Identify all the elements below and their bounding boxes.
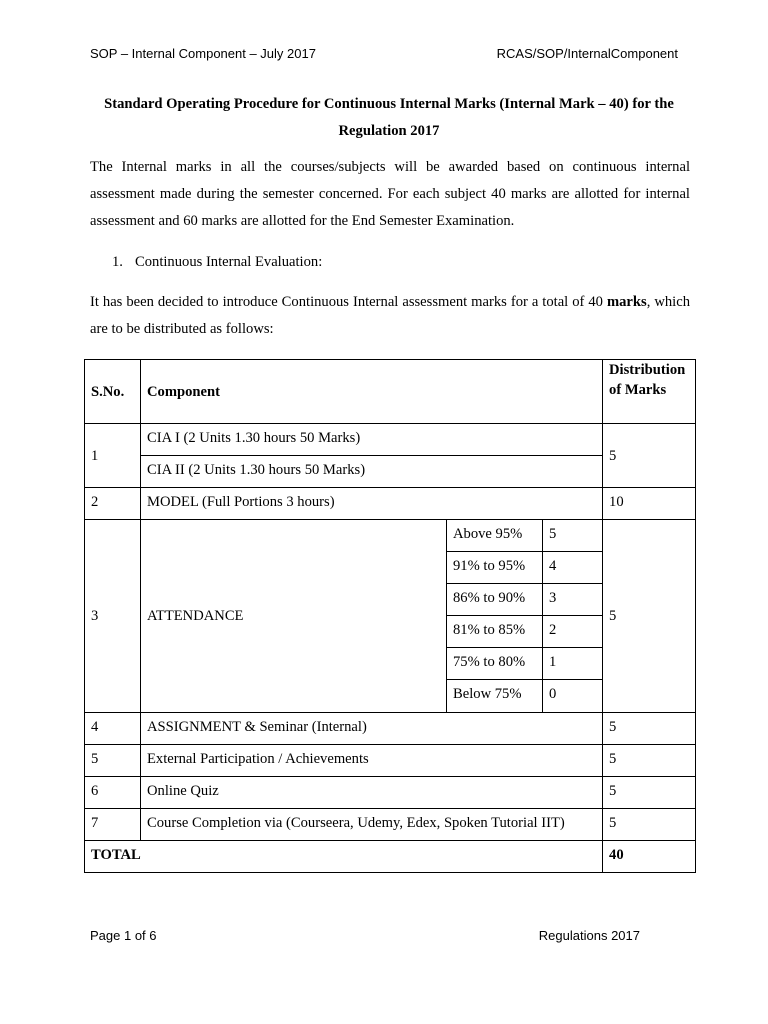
row-sno: 2 bbox=[85, 488, 141, 520]
row-component-attendance: ATTENDANCE bbox=[141, 520, 447, 713]
row-component: MODEL (Full Portions 3 hours) bbox=[141, 488, 603, 520]
total-marks: 40 bbox=[603, 841, 696, 873]
row-marks: 5 bbox=[603, 745, 696, 777]
table-row bbox=[85, 745, 696, 777]
row-component: Online Quiz bbox=[141, 777, 603, 809]
row-sno: 4 bbox=[85, 713, 141, 745]
row-component-cia1: CIA I (2 Units 1.30 hours 50 Marks) bbox=[141, 424, 603, 456]
header-distribution bbox=[603, 360, 696, 424]
footer-regulations: Regulations 2017 bbox=[538, 928, 640, 943]
row-sno: 3 bbox=[85, 520, 141, 713]
table-header-row bbox=[85, 360, 696, 424]
attendance-points: 2 bbox=[543, 616, 603, 648]
row-component-cia2: CIA II (2 Units 1.30 hours 50 Marks) bbox=[141, 456, 603, 488]
attendance-range: 91% to 95% bbox=[447, 552, 543, 584]
row-component: ASSIGNMENT & Seminar (Internal) bbox=[141, 713, 603, 745]
header-distribution-line2: of Marks bbox=[609, 382, 667, 398]
attendance-points: 4 bbox=[543, 552, 603, 584]
attendance-row bbox=[85, 520, 696, 552]
marks-distribution-table bbox=[84, 359, 696, 873]
row-sno: 5 bbox=[85, 745, 141, 777]
attendance-range: 86% to 90% bbox=[447, 584, 543, 616]
attendance-range: Below 75% bbox=[447, 680, 543, 713]
row-component: External Participation / Achievements bbox=[141, 745, 603, 777]
table-row bbox=[85, 424, 696, 456]
row-marks: 5 bbox=[603, 809, 696, 841]
row-marks: 5 bbox=[603, 424, 696, 488]
header-left: SOP – Internal Component – July 2017 bbox=[90, 46, 316, 61]
distribution-text-end: , which are to be distributed as follows: bbox=[90, 294, 690, 337]
attendance-range: 81% to 85% bbox=[447, 616, 543, 648]
attendance-points: 0 bbox=[543, 680, 603, 713]
row-marks: 5 bbox=[603, 520, 696, 713]
header-sno: S.No. bbox=[85, 360, 141, 424]
attendance-range: 75% to 80% bbox=[447, 648, 543, 680]
attendance-points: 1 bbox=[543, 648, 603, 680]
footer-page-number: Page 1 of 6 bbox=[90, 928, 157, 943]
row-sno: 6 bbox=[85, 777, 141, 809]
attendance-range: Above 95% bbox=[447, 520, 543, 552]
row-marks: 5 bbox=[603, 713, 696, 745]
document-title: Standard Operating Procedure for Continuous Internal Marks (Internal Mark – 40) for the Regulation 2017 bbox=[104, 96, 674, 139]
header-component: Component bbox=[141, 360, 603, 424]
table-row bbox=[85, 488, 696, 520]
distribution-text-bold: marks bbox=[606, 294, 647, 310]
distribution-text-start: It has been decided to introduce Continuous Internal assessment marks for a total of 40 bbox=[90, 294, 607, 310]
table-row bbox=[85, 713, 696, 745]
attendance-points: 5 bbox=[543, 520, 603, 552]
section-title: Continuous Internal Evaluation: bbox=[135, 254, 323, 270]
intro-paragraph: The Internal marks in all the courses/subjects will be awarded based on continuous internal assessment made during the semester concerned. For each subject 40 marks are allotted for internal assessment and 60 marks are allotted for the End Semester Examination. bbox=[90, 159, 690, 229]
section-number: 1. bbox=[112, 254, 123, 270]
distribution-paragraph bbox=[90, 289, 690, 343]
row-sno: 1 bbox=[85, 424, 141, 488]
row-sno: 7 bbox=[85, 809, 141, 841]
attendance-points: 3 bbox=[543, 584, 603, 616]
row-marks: 10 bbox=[603, 488, 696, 520]
total-label: TOTAL bbox=[85, 841, 603, 873]
table-row bbox=[85, 809, 696, 841]
table-row bbox=[85, 777, 696, 809]
header-distribution-line1: Distribution bbox=[609, 362, 686, 378]
row-component: Course Completion via (Courseera, Udemy, Edex, Spoken Tutorial IIT) bbox=[141, 809, 603, 841]
total-row bbox=[85, 841, 696, 873]
row-marks: 5 bbox=[603, 777, 696, 809]
section-heading bbox=[112, 250, 322, 274]
header-right: RCAS/SOP/InternalComponent bbox=[496, 46, 678, 61]
